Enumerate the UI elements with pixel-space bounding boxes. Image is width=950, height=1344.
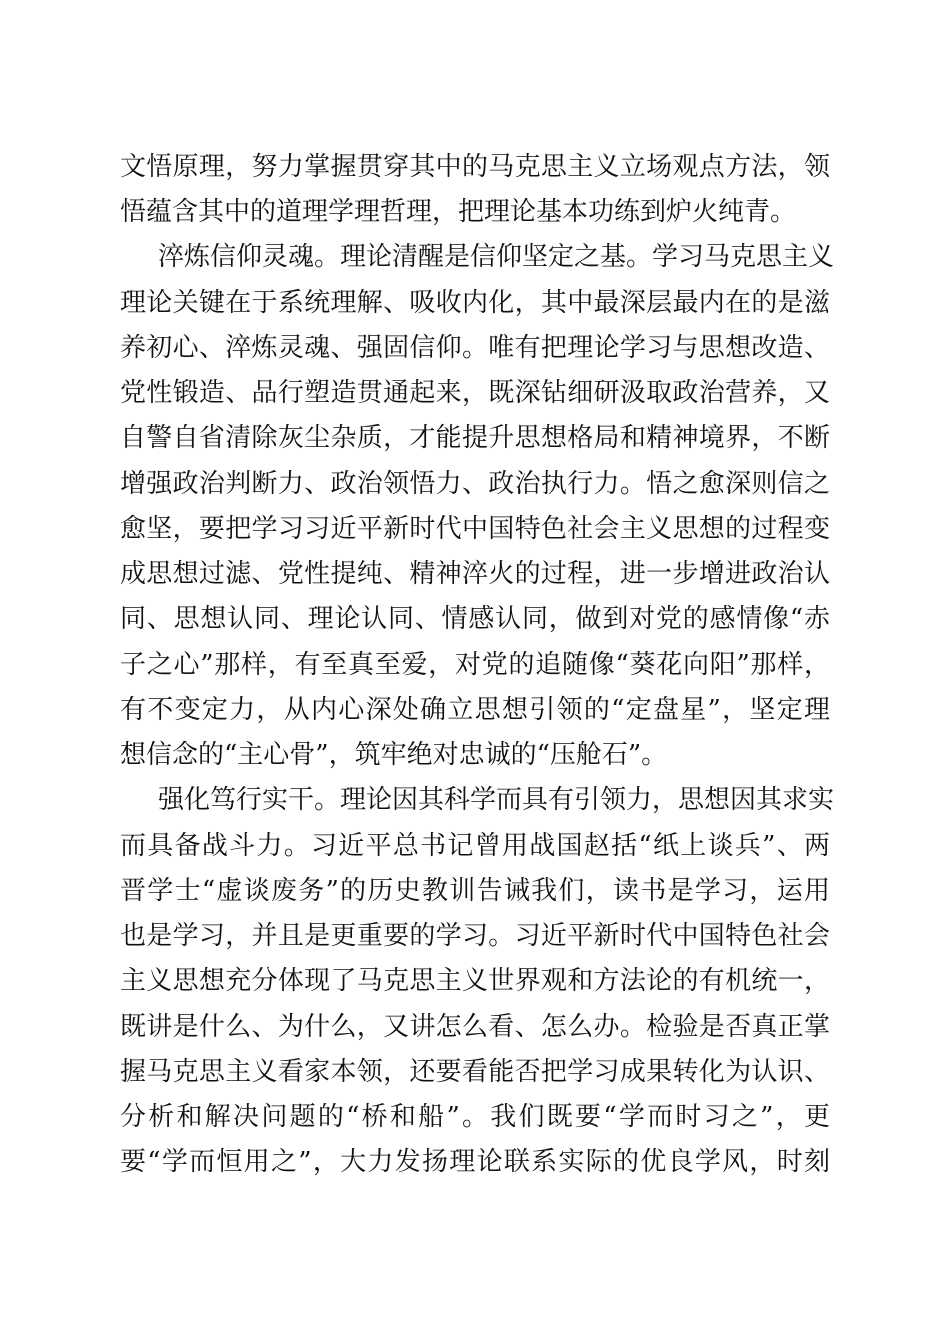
text-line: 既讲是什么、为什么，又讲怎么看、怎么办。检验是否真正掌 xyxy=(120,1012,830,1042)
text-line: 要“学而恒用之”，大力发扬理论联系实际的优良学风，时刻 xyxy=(120,1147,830,1177)
text-line: 也是学习，并且是更重要的学习。习近平新时代中国特色社会 xyxy=(120,921,830,951)
text-line: 晋学士“虚谈废务”的历史教训告诫我们，读书是学习，运用 xyxy=(120,876,830,906)
text-line: 子之心”那样，有至真至爱，对党的追随像“葵花向阳”那样， xyxy=(120,650,830,680)
text-line: 想信念的“主心骨”，筑牢绝对忠诚的“压舱石”。 xyxy=(120,740,668,770)
text-line: 增强政治判断力、政治领悟力、政治执行力。悟之愈深则信之 xyxy=(120,469,830,499)
text-line: 悟蕴含其中的道理学理哲理，把理论基本功练到炉火纯青。 xyxy=(120,197,797,227)
paragraph-heading-line: 强化笃行实干。理论因其科学而具有引领力，思想因其求实 xyxy=(158,785,835,815)
paragraph-heading-line: 淬炼信仰灵魂。理论清醒是信仰坚定之基。学习马克思主义 xyxy=(158,242,835,272)
text-line: 主义思想充分体现了马克思主义世界观和方法论的有机统一， xyxy=(120,966,830,996)
text-line: 分析和解决问题的“桥和船”。我们既要“学而时习之”，更 xyxy=(120,1102,830,1132)
text-line: 养初心、淬炼灵魂、强固信仰。唯有把理论学习与思想改造、 xyxy=(120,333,830,363)
text-line: 党性锻造、品行塑造贯通起来，既深钻细研汲取政治营养，又 xyxy=(120,378,830,408)
text-line: 文悟原理，努力掌握贯穿其中的马克思主义立场观点方法，领 xyxy=(120,152,830,182)
text-line: 同、思想认同、理论认同、情感认同，做到对党的感情像“赤 xyxy=(120,604,830,634)
text-line: 而具备战斗力。习近平总书记曾用战国赵括“纸上谈兵”、两 xyxy=(120,831,830,861)
text-line: 握马克思主义看家本领，还要看能否把学习成果转化为认识、 xyxy=(120,1057,830,1087)
text-line: 自警自省清除灰尘杂质，才能提升思想格局和精神境界，不断 xyxy=(120,423,830,453)
text-line: 愈坚，要把学习习近平新时代中国特色社会主义思想的过程变 xyxy=(120,514,830,544)
text-line: 有不变定力，从内心深处确立思想引领的“定盘星”，坚定理 xyxy=(120,695,830,725)
text-line: 理论关键在于系统理解、吸收内化，其中最深层最内在的是滋 xyxy=(120,288,830,318)
text-line: 成思想过滤、党性提纯、精神淬火的过程，进一步增进政治认 xyxy=(120,559,830,589)
